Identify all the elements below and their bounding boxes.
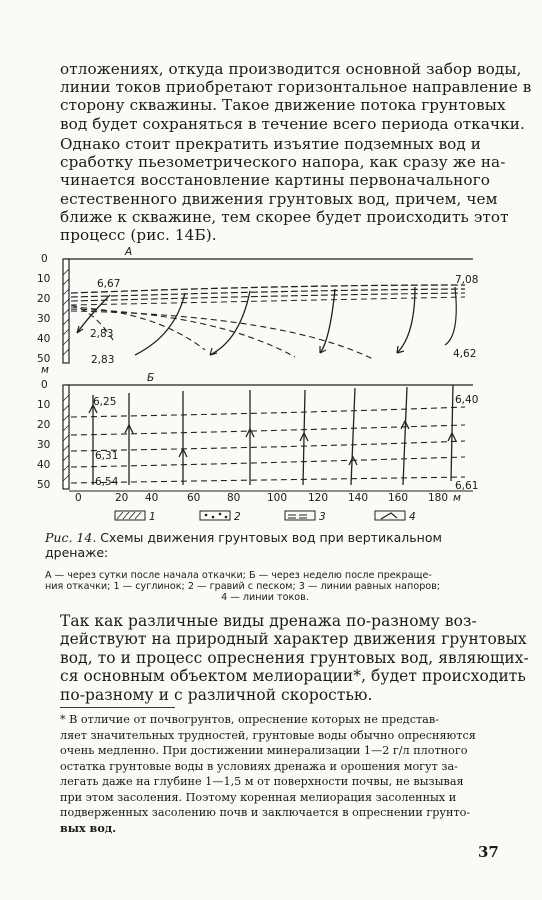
head-line-a — [71, 289, 465, 297]
legend-number: 1 — [149, 511, 156, 523]
panel-a-label: А — [125, 246, 133, 258]
footnote-line: подверженных засолению почв и заключается в опреснении грунто- — [60, 806, 471, 819]
footnote-line: остатка грунтовые воды в условиях дренажа и орошения могут за- — [60, 759, 458, 773]
text-line: чинается восстановление картины первоначального — [60, 171, 490, 190]
flow-line-a — [210, 291, 250, 355]
distance-tick: 160 — [388, 492, 409, 504]
flow-line-a — [445, 287, 456, 345]
head-line-b — [71, 477, 465, 483]
depth-tick: 20 — [37, 293, 51, 305]
text-line: Так как различные виды дренажа по-разному воз- — [60, 612, 477, 630]
caption-prefix: Рис. 14. — [45, 530, 97, 545]
panel-b — [37, 372, 478, 504]
legend-symbol-2 — [200, 511, 230, 520]
text-line: сработку пьезометрического напора, как сразу же на- — [60, 153, 506, 172]
caption-text: Схемы движения грунтовых вод при вертикальном дренаже: — [45, 530, 442, 560]
legend-number: 3 — [319, 511, 326, 523]
value-label: 2,83 — [90, 328, 114, 340]
text-line: сторону скважины. Такое движение потока грунтовых — [60, 96, 506, 115]
text-line: вод, то и процесс опреснения грунтовых вод, являющих- — [60, 648, 529, 667]
distance-tick: 140 — [348, 492, 369, 504]
figure-legend-text — [45, 570, 485, 603]
depth-tick: 20 — [37, 419, 51, 431]
head-line-b — [71, 457, 465, 467]
text-line: вод будет сохраняться в течение всего периода откачки. — [60, 114, 525, 133]
legend-line: ния откачки; 1 — суглинок; 2 — гравий с песком; 3 — линии равных напоров; — [45, 581, 441, 592]
footnote-line: вых вод. — [60, 820, 117, 835]
value-label: 6,67 — [97, 278, 121, 290]
legend-number: 4 — [409, 511, 416, 523]
text-line: отложениях, откуда производится основной забор воды, — [60, 60, 522, 78]
head-line-b — [71, 441, 465, 451]
figure-caption — [45, 530, 495, 560]
depth-tick: 50 — [37, 479, 51, 491]
panel-b-label: Б — [147, 372, 155, 384]
groundwater-flow-figure — [35, 245, 495, 530]
legend-symbols — [115, 511, 416, 523]
head-line-a — [71, 311, 375, 360]
value-label: 4,62 — [453, 348, 477, 360]
depth-tick: 30 — [37, 313, 51, 325]
depth-tick: 30 — [37, 439, 51, 451]
page-number: 37 — [478, 843, 499, 861]
depth-tick: 0 — [41, 379, 48, 391]
legend-symbol-4 — [375, 511, 405, 520]
panel-a — [37, 246, 478, 376]
legend-line: А — через сутки после начала откачки; Б — через неделю после прекраще- — [45, 570, 432, 581]
footnote-line: * В отличие от почвогрунтов, опреснение которых не представ- — [60, 713, 439, 726]
distance-tick: 0 — [75, 492, 82, 504]
value-label: 2,83 — [91, 354, 115, 366]
distance-tick: 120 — [308, 492, 329, 504]
depth-tick: 10 — [37, 399, 51, 411]
text-line: ближе к скважине, тем скорее будет происходить этот — [60, 207, 509, 226]
footnote-line: ляет значительных трудностей, грунтовые воды обычно опресняются — [60, 728, 476, 742]
depth-tick: 0 — [41, 253, 48, 265]
value-label: 7,08 — [455, 274, 479, 286]
distance-tick: 100 — [267, 492, 288, 504]
distance-unit: м — [453, 492, 461, 504]
value-label: 6,61 — [455, 480, 479, 492]
paragraph-1 — [60, 60, 532, 133]
legend-line: 4 — линии токов. — [221, 592, 309, 603]
footnote-line: легать даже на глубине 1—1,5 м от поверхности почвы, не вызывая — [60, 775, 464, 788]
value-label: 6,25 — [93, 396, 117, 408]
text-line: Однако стоит прекратить изъятие подземных вод и — [60, 135, 481, 153]
distance-tick: 40 — [145, 492, 159, 504]
paragraph-3 — [60, 612, 529, 704]
depth-tick: 10 — [37, 273, 51, 285]
footnote-divider — [60, 707, 175, 708]
text-line: ся основным объектом мелиорации*, будет происходить — [60, 667, 526, 686]
text-line: по-разному и с различной скоростью. — [60, 685, 373, 704]
footnote — [60, 712, 480, 836]
distance-tick: 180 — [428, 492, 449, 504]
value-label: 6,40 — [455, 394, 479, 406]
flow-line-a — [397, 287, 415, 353]
depth-tick: 40 — [37, 333, 51, 345]
distance-tick: 60 — [187, 492, 201, 504]
head-line-a — [71, 293, 465, 301]
text-line: действуют на природный характер движения грунтовых — [60, 630, 527, 649]
depth-unit: м — [41, 364, 49, 376]
distance-tick: 80 — [227, 492, 241, 504]
text-line: естественного движения грунтовых вод, причем, чем — [60, 189, 498, 208]
legend-number: 2 — [234, 511, 241, 523]
head-line-a — [71, 297, 465, 305]
paragraph-2 — [60, 135, 509, 245]
distance-tick: 20 — [115, 492, 129, 504]
text-line: линии токов приобретают горизонтальное направление в — [60, 78, 532, 97]
footnote-line: при этом засоления. Поэтому коренная мелиорация засоленных и — [60, 790, 457, 804]
footnote-line: очень медленно. При достижении минерализации 1—2 г/л плотного — [60, 744, 468, 757]
depth-tick: 50 — [37, 353, 51, 365]
flow-lines-b — [89, 385, 456, 485]
value-label: 6,54 — [95, 476, 119, 488]
text-line: процесс (рис. 14Б). — [60, 226, 217, 245]
value-label: 6,31 — [95, 450, 119, 462]
depth-tick: 40 — [37, 459, 51, 471]
